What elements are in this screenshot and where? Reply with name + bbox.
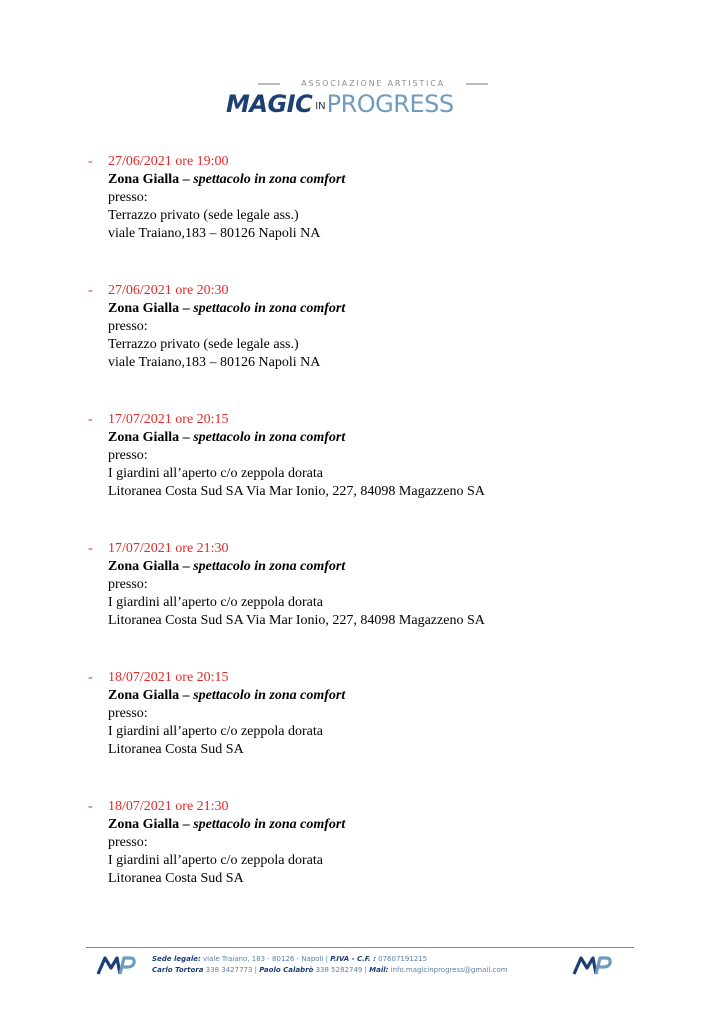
event-address: Litoranea Costa Sud SA (108, 871, 244, 886)
logo-magic: MAGIC (226, 90, 313, 118)
event-zone (108, 429, 715, 447)
event-item (0, 540, 715, 630)
list-dash: - (88, 154, 93, 169)
zone-label: Zona Gialla – (108, 817, 190, 832)
event-venue: I giardini all’aperto c/o zeppola dorata (108, 595, 323, 610)
logo-bar-left (258, 83, 280, 85)
footer-divider (86, 947, 634, 948)
event-address: viale Traiano,183 – 80126 Napoli NA (108, 226, 321, 241)
event-presso: presso: (108, 319, 148, 334)
event-item (0, 153, 715, 243)
event-presso: presso: (108, 706, 148, 721)
mp-logo-icon (572, 954, 612, 976)
mail-label: Mail: (369, 966, 389, 974)
zone-label: Zona Gialla – (108, 172, 190, 187)
event-venue: Terrazzo privato (sede legale ass.) (108, 337, 299, 352)
event-venue: Terrazzo privato (sede legale ass.) (108, 208, 299, 223)
event-venue: I giardini all’aperto c/o zeppola dorata (108, 466, 323, 481)
list-dash: - (88, 283, 93, 298)
piva-label: P.IVA - C.F. : (330, 955, 376, 963)
event-zone (108, 687, 715, 705)
event-presso: presso: (108, 190, 148, 205)
logo-in: IN (315, 101, 326, 112)
event-date: 27/06/2021 ore 20:30 (108, 283, 229, 298)
event-address: Litoranea Costa Sud SA Via Mar Ionio, 227, 84098 Magazzeno SA (108, 484, 485, 499)
zone-description: spettacolo in zona comfort (193, 172, 346, 187)
header-logo (0, 78, 715, 124)
contact-phone-2: 338 5282749 | (313, 966, 370, 974)
zone-description: spettacolo in zona comfort (193, 817, 346, 832)
logo-tagline (258, 78, 488, 90)
event-item (0, 669, 715, 759)
zone-description: spettacolo in zona comfort (193, 559, 346, 574)
zone-label: Zona Gialla – (108, 559, 190, 574)
footer (96, 952, 616, 982)
contact-phone-1: 338 3427773 | (203, 966, 260, 974)
list-dash: - (88, 799, 93, 814)
footer-line-1 (152, 954, 562, 965)
sede-label: Sede legale: (152, 955, 201, 963)
event-venue: I giardini all’aperto c/o zeppola dorata (108, 724, 323, 739)
zone-description: spettacolo in zona comfort (193, 301, 346, 316)
event-date: 27/06/2021 ore 19:00 (108, 154, 229, 169)
event-date: 17/07/2021 ore 21:30 (108, 541, 229, 556)
zone-description: spettacolo in zona comfort (193, 688, 346, 703)
event-item (0, 798, 715, 888)
event-venue: I giardini all’aperto c/o zeppola dorata (108, 853, 323, 868)
event-zone (108, 171, 715, 189)
event-presso: presso: (108, 835, 148, 850)
event-zone (108, 816, 715, 834)
logo-bar-right (466, 83, 488, 85)
sede-value: viale Traiano, 183 - 80126 - Napoli | (200, 955, 331, 963)
logo-assoc-text: ASSOCIAZIONE ARTISTICA (301, 79, 445, 88)
event-address: Litoranea Costa Sud SA Via Mar Ionio, 227, 84098 Magazzeno SA (108, 613, 485, 628)
event-date: 18/07/2021 ore 20:15 (108, 670, 229, 685)
zone-description: spettacolo in zona comfort (193, 430, 346, 445)
event-zone (108, 300, 715, 318)
logo-wordmark (226, 90, 496, 120)
event-address: Litoranea Costa Sud SA (108, 742, 244, 757)
list-dash: - (88, 541, 93, 556)
mp-logo-icon (96, 954, 136, 976)
event-item (0, 282, 715, 372)
event-date: 17/07/2021 ore 20:15 (108, 412, 229, 427)
event-presso: presso: (108, 448, 148, 463)
footer-contact (152, 954, 562, 976)
events-list (0, 153, 715, 927)
event-zone (108, 558, 715, 576)
mail-value: info.magicinprogress@gmail.com (388, 966, 508, 974)
footer-line-2 (152, 965, 562, 976)
zone-label: Zona Gialla – (108, 301, 190, 316)
event-date: 18/07/2021 ore 21:30 (108, 799, 229, 814)
contact-name-2: Paolo Calabrò (259, 966, 314, 974)
zone-label: Zona Gialla – (108, 430, 190, 445)
event-address: viale Traiano,183 – 80126 Napoli NA (108, 355, 321, 370)
contact-name-1: Carlo Tortora (152, 966, 204, 974)
event-presso: presso: (108, 577, 148, 592)
logo-progress: PROGRESS (326, 90, 454, 118)
list-dash: - (88, 412, 93, 427)
list-dash: - (88, 670, 93, 685)
event-item (0, 411, 715, 501)
piva-value: 07607191215 (375, 955, 428, 963)
zone-label: Zona Gialla – (108, 688, 190, 703)
